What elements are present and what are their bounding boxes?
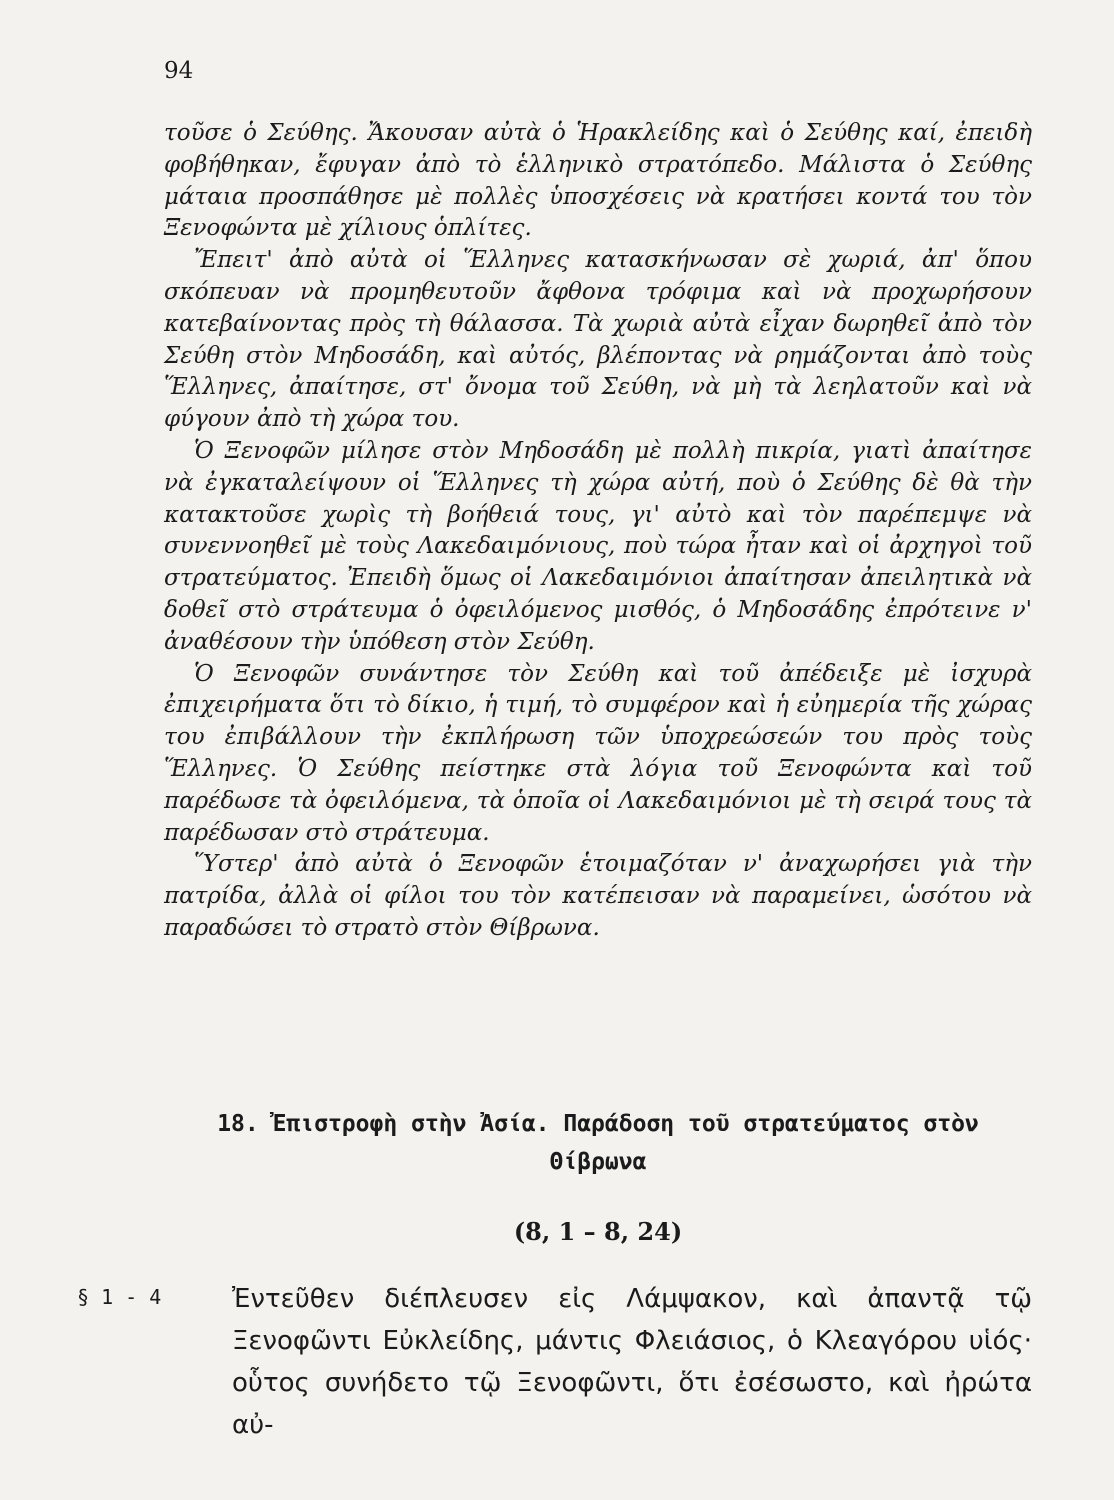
section-heading: 18. Ἐπιστροφὴ στὴν Ἀσία. Παράδοση τοῦ στρατεύματος στὸν Θίβρωνα	[217, 1111, 979, 1175]
section-range: (8, 1 – 8, 24)	[513, 1217, 683, 1246]
greek-paragraph: Ἐντεῦθεν διέπλευσεν εἰς Λάμψακον, καὶ ἀπαντᾷ τῷ Ξενοφῶντι Εὐκλείδης, μάντις Φλειάσιος, ὁ Κλεαγόρου υἱός· οὗτος συνήδετο τῷ Ξενοφῶντι, ὅτι ἐσέσωστο, καὶ ἠρώτα αὐ-	[232, 1284, 1032, 1440]
paragraph: Ὁ Ξενοφῶν μίλησε στὸν Μηδοσάδη μὲ πολλὴ πικρία, γιατὶ ἀπαίτησε νὰ ἐγκαταλείψουν οἱ Ἕλληνες τὴ χώρα αὐτή, ποὺ ὁ Σεύθης δὲ θὰ τὴν κατακτοῦσε χωρὶς τὴ βοήθειά τους, γι' αὐτὸ καὶ τὸν παρέπεμψε νὰ συνεννοηθεῖ μὲ τοὺς Λακεδαιμόνιους, ποὺ τώρα ἦταν καὶ οἱ ἀρχηγοὶ τοῦ στρατεύματος. Ἐπειδὴ ὅμως οἱ Λακεδαιμόνιοι ἀπαίτησαν ἀπειλητικὰ νὰ δοθεῖ στὸ στράτευμα ὁ ὀφειλόμενος μισθός, ὁ Μηδοσάδης ἐπρότεινε ν' ἀναθέσουν τὴν ὑπόθεση στὸν Σεύθη.	[164, 437, 1032, 655]
paragraph: Ὁ Ξενοφῶν συνάντησε τὸν Σεύθη καὶ τοῦ ἀπέδειξε μὲ ἰσχυρὰ ἐπιχειρήματα ὅτι τὸ δίκιο, ἡ τιμή, τὸ συμφέρον καὶ ἡ εὐημερία τῆς χώρας του ἐπιβάλλουν τὴν ἐκπλήρωση τῶν ὑποχρεώσεών του πρὸς τοὺς Ἕλληνες. Ὁ Σεύθης πείστηκε στὰ λόγια τοῦ Ξενοφώντα καὶ τοῦ παρέδωσε τὰ ὀφειλόμενα, τὰ ὁποῖα οἱ Λακεδαιμόνιοι μὲ τὴ σειρά τους τὰ παρέδωσαν στὸ στράτευμα.	[164, 660, 1032, 846]
page-number: 94	[164, 58, 194, 84]
paragraph: τοῦσε ὁ Σεύθης. Ἄκουσαν αὐτὰ ὁ Ἡρακλείδης καὶ ὁ Σεύθης καί, ἐπειδὴ φοβήθηκαν, ἔφυγαν ἀπὸ τὸ ἑλληνικὸ στρατόπεδο. Μάλιστα ὁ Σεύθης μάταια προσπάθησε μὲ πολλὲς ὑποσχέσεις νὰ κρατήσει κοντά του τὸν Ξενοφώντα μὲ χίλιους ὁπλίτες.	[164, 120, 1032, 242]
paragraph: Ὕστερ' ἀπὸ αὐτὰ ὁ Ξενοφῶν ἑτοιμαζόταν ν' ἀναχωρήσει γιὰ τὴν πατρίδα, ἀλλὰ οἱ φίλοι του τὸν κατέπεισαν νὰ παραμείνει, ὡσότου νὰ παραδώσει τὸ στρατὸ στὸν Θίβρωνα.	[164, 851, 1032, 941]
commentary-text	[164, 118, 1032, 945]
margin-reference: § 1 - 4	[77, 1285, 162, 1309]
ancient-greek-text	[232, 1278, 1032, 1446]
paragraph: Ἔπειτ' ἀπὸ αὐτὰ οἱ Ἕλληνες κατασκήνωσαν σὲ χωριά, ἀπ' ὅπου σκόπευαν νὰ προμηθευτοῦν ἄφθονα τρόφιμα καὶ νὰ προχωρήσουν κατεβαίνοντας πρὸς τὴ θάλασσα. Τὰ χωριὰ αὐτὰ εἶχαν δωρηθεῖ ἀπὸ τὸν Σεύθη στὸν Μηδοσάδη, καὶ αὐτός, βλέποντας νὰ ρημάζονται ἀπὸ τοὺς Ἕλληνες, ἀπαίτησε, στ' ὄνομα τοῦ Σεύθη, νὰ μὴ τὰ λεηλατοῦν καὶ νὰ φύγουν ἀπὸ τὴ χώρα του.	[164, 247, 1032, 433]
